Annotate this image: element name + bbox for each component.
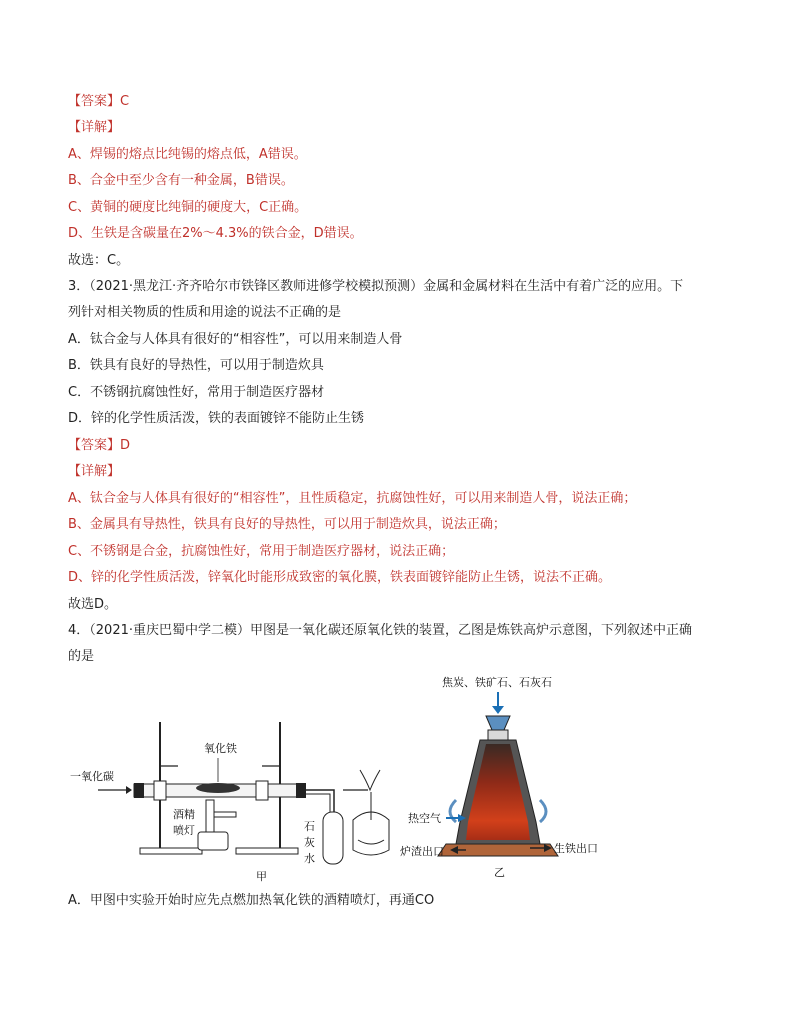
- slag-outlet-label: 炉渣出口: [400, 845, 444, 858]
- right-stand-base: [236, 848, 298, 854]
- limewater-test-tube: [323, 812, 343, 864]
- q3-option-c: C．不锈钢抗腐蚀性好，常用于制造医疗器材: [68, 385, 325, 400]
- figure-yi-caption: 乙: [494, 866, 505, 879]
- co-arrow-head-icon: [126, 786, 132, 794]
- right-clamp: [256, 781, 268, 800]
- lamp-stem: [206, 800, 214, 832]
- co-label: 一氧化碳: [70, 770, 114, 783]
- q2-detail-label: 【详解】: [68, 120, 121, 135]
- q2-detail-line-d: D、生铁是含碳量在2%～4.3%的铁合金，D错误。: [68, 226, 363, 241]
- q3-answer-label: 【答案】: [68, 438, 121, 453]
- q3-detail-line-c: C、不锈钢是合金，抗腐蚀性好，常用于制造医疗器材，说法正确；: [68, 544, 455, 559]
- q3-answer: [68, 437, 130, 455]
- q3-answer-value: D: [120, 438, 131, 453]
- iron-oxide-sample: [196, 783, 240, 793]
- lamp-handle: [214, 812, 236, 817]
- q3-stem-line-1: 3．（2021·黑龙江·齐齐哈尔市铁锋区教师进修学校模拟预测）金属和金属材料在生活中有着广泛的应用。下: [68, 279, 684, 294]
- figure-jia-caption: 甲: [256, 870, 267, 883]
- q3-stem-line-2: 列针对相关物质的性质和用途的说法不正确的是: [68, 305, 342, 320]
- q2-answer-value: C: [120, 94, 130, 109]
- q3-detail-line-a: A、钛合金与人体具有很好的“相容性”，且性质稳定，抗腐蚀性好，可以用来制造人骨，说法正确；: [68, 491, 637, 506]
- q2-answer: [68, 93, 129, 111]
- feed-arrow-head-icon: [492, 706, 504, 714]
- lamp-label-1: 酒精: [173, 808, 195, 821]
- right-tuyere-pipe: [540, 800, 546, 822]
- q3-detail-line-b: B、金属具有导热性，铁具有良好的导热性，可以用于制造炊具，说法正确；: [68, 517, 506, 532]
- left-stopper: [134, 783, 144, 798]
- q3-option-a: A．钛合金与人体具有很好的“相容性”，可以用来制造人骨: [68, 332, 403, 347]
- q3-option-d: D．锌的化学性质活泼，铁的表面镀锌不能防止生锈: [68, 411, 365, 426]
- q2-answer-label: 【答案】: [68, 94, 121, 109]
- q3-detail-label: 【详解】: [68, 464, 121, 479]
- right-stopper: [296, 783, 306, 798]
- limewater-label-1: 石: [304, 820, 315, 833]
- q4-stem-line-1: 4．（2021·重庆巴蜀中学二模）甲图是一氧化碳还原氧化铁的装置，乙图是炼铁高炉示意图，下列叙述中正确: [68, 623, 692, 638]
- furnace-top: [488, 730, 508, 740]
- lamp-base: [198, 832, 228, 850]
- q4-stem-line-2: 的是: [68, 649, 95, 664]
- furnace-hopper: [486, 716, 510, 730]
- q3-conclusion: 故选D。: [68, 597, 118, 612]
- q2-detail-line-c: C、黄铜的硬度比纯铜的硬度大，C正确。: [68, 200, 308, 215]
- exhaust-flame-icon: [360, 770, 380, 790]
- left-stand-base: [140, 848, 202, 854]
- figure-jia-apparatus: [68, 700, 398, 885]
- q2-conclusion: 故选：C。: [68, 253, 130, 268]
- iron-outlet-label: 生铁出口: [554, 842, 598, 855]
- q3-detail-line-d: D、锌的化学性质活泼，锌氧化时能形成致密的氧化膜，铁表面镀锌能防止生锈，说法不正确。: [68, 570, 612, 585]
- feed-label: 焦炭、铁矿石、石灰石: [442, 676, 552, 689]
- figure-yi-blast-furnace: [400, 672, 620, 882]
- limewater-label-2: 灰: [304, 836, 315, 849]
- q4-option-a: A．甲图中实验开始时应先点燃加热氧化铁的酒精喷灯，再通CO: [68, 893, 435, 908]
- iron-oxide-label: 氧化铁: [204, 742, 237, 755]
- q3-option-b: B．铁具有良好的导热性，可以用于制造炊具: [68, 358, 324, 373]
- limewater-label-3: 水: [304, 852, 315, 865]
- left-clamp: [154, 781, 166, 800]
- lamp-label-2: 喷灯: [173, 824, 195, 837]
- q2-detail-line-a: A、焊锡的熔点比纯锡的熔点低，A错误。: [68, 147, 307, 162]
- hot-air-label: 热空气: [408, 812, 441, 825]
- q2-detail-line-b: B、合金中至少含有一种金属，B错误。: [68, 173, 294, 188]
